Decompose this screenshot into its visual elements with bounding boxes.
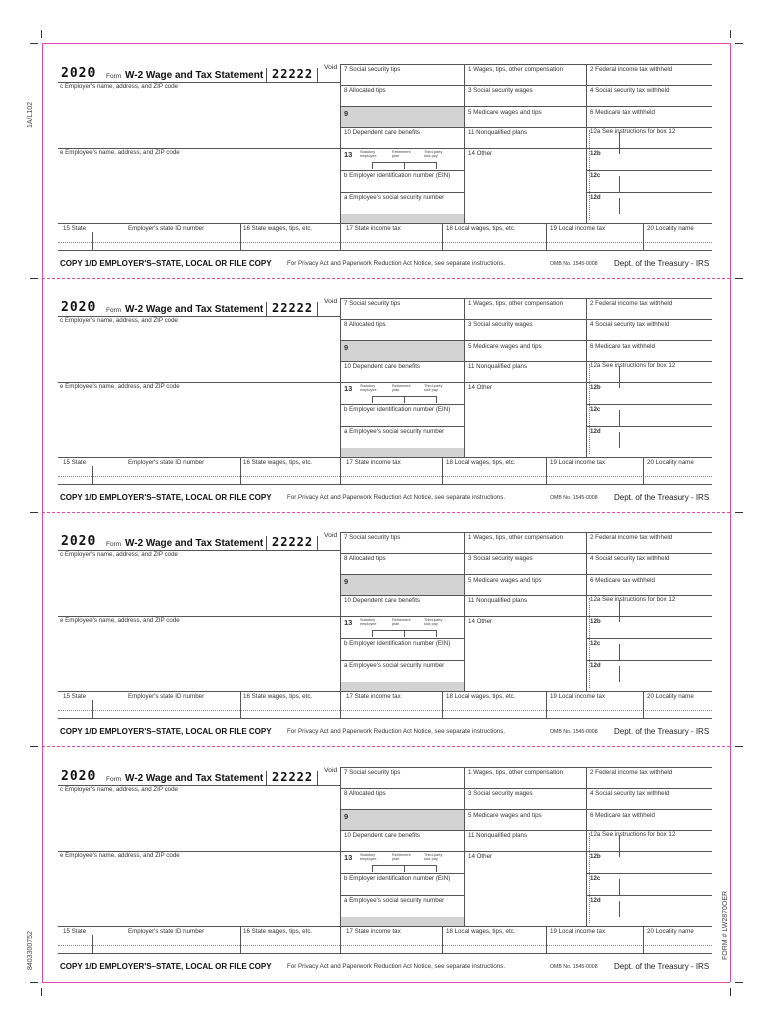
box15-id-label: Employer's state ID number	[128, 225, 205, 232]
box12d-label: 12d	[590, 897, 601, 904]
box15-id-label: Employer's state ID number	[128, 693, 205, 700]
box-c-label: c Employer's name, address, and ZIP code	[60, 786, 179, 793]
form-title: W-2 Wage and Tax Statement	[125, 70, 264, 81]
dept-treasury: Dept. of the Treasury - IRS	[614, 493, 710, 502]
box15-id-label: Employer's state ID number	[128, 928, 205, 935]
box12c-label: 12c	[590, 172, 601, 179]
box11-label: 11 Nonqualified plans	[468, 832, 528, 839]
right-border	[730, 43, 731, 982]
box4-label: 4 Social security tax withheld	[590, 790, 670, 797]
form-title: W-2 Wage and Tax Statement	[125, 773, 264, 784]
box3-label: 3 Social security wages	[468, 321, 533, 328]
box-e-label: e Employee's name, address, and ZIP code	[60, 852, 180, 859]
form-title: W-2 Wage and Tax Statement	[125, 304, 264, 315]
box13-retirement-label: Retirement plan	[392, 150, 411, 158]
form-code: 22222	[272, 301, 314, 315]
privacy-notice: For Privacy Act and Paperwork Reduction Act Notice, see separate instructions.	[287, 963, 506, 970]
form-title: W-2 Wage and Tax Statement	[125, 538, 264, 549]
box12a-label: 12a See instructions for box 12	[590, 128, 676, 135]
box14-label: 14 Other	[468, 384, 493, 391]
shaded-strip	[341, 917, 464, 926]
box13-retirement-label: Retirement plan	[392, 618, 411, 626]
box-e-label: e Employee's name, address, and ZIP code	[60, 617, 180, 624]
box13-statutory-label: Statutory employee	[360, 384, 377, 392]
box15-id-label: Employer's state ID number	[128, 459, 205, 466]
box3-label: 3 Social security wages	[468, 790, 533, 797]
box13-statutory-label: Statutory employee	[360, 853, 377, 861]
box13-label: 13	[344, 150, 353, 159]
box6-label: 6 Medicare tax withheld	[590, 812, 656, 819]
box15-label: 15 State	[63, 928, 87, 935]
omb-number: OMB No. 1545-0008	[550, 261, 598, 267]
form-label: Form	[106, 307, 122, 314]
box1-label: 1 Wages, tips, other compensation	[468, 534, 564, 541]
box5-label: 5 Medicare wages and tips	[468, 109, 542, 116]
box17-label: 17 State income tax	[346, 928, 401, 935]
box-a-label: a Employee's social security number	[344, 662, 445, 669]
box-c-label: c Employer's name, address, and ZIP code	[60, 551, 179, 558]
box12a-label: 12a See instructions for box 12	[590, 362, 676, 369]
box19-label: 19 Local income tax	[550, 459, 606, 466]
side-code-bottom-right: FORM # LW2870OER	[722, 890, 729, 960]
tax-year: 2020	[61, 66, 97, 81]
box2-label: 2 Federal income tax withheld	[590, 300, 673, 307]
top-border	[42, 43, 730, 44]
box20-label: 20 Locality name	[647, 693, 694, 700]
box12a-label: 12a See instructions for box 12	[590, 831, 676, 838]
box12d-label: 12d	[590, 194, 601, 201]
box12c-label: 12c	[590, 875, 601, 882]
w2-form-copy	[58, 767, 712, 977]
crop-mark	[735, 982, 743, 983]
box2-label: 2 Federal income tax withheld	[590, 66, 673, 73]
box18-label: 18 Local wages, tips, etc.	[446, 928, 516, 935]
tax-year: 2020	[61, 300, 97, 315]
box15-label: 15 State	[63, 459, 87, 466]
copy-label: COPY 1/D EMPLOYER'S–STATE, LOCAL OR FILE COPY	[60, 727, 272, 736]
box13-label: 13	[344, 853, 353, 862]
box19-label: 19 Local income tax	[550, 928, 606, 935]
box5-label: 5 Medicare wages and tips	[468, 577, 542, 584]
crop-mark	[41, 30, 42, 38]
box4-label: 4 Social security tax withheld	[590, 321, 670, 328]
box11-label: 11 Nonqualified plans	[468, 129, 528, 136]
box4-label: 4 Social security tax withheld	[590, 555, 670, 562]
privacy-notice: For Privacy Act and Paperwork Reduction Act Notice, see separate instructions.	[287, 260, 506, 267]
box-a-label: a Employee's social security number	[344, 897, 445, 904]
form-code: 22222	[272, 535, 314, 549]
box14-label: 14 Other	[468, 618, 493, 625]
box12b-label: 12b	[590, 384, 601, 391]
box17-label: 17 State income tax	[346, 693, 401, 700]
box12a-label: 12a See instructions for box 12	[590, 596, 676, 603]
box14-label: 14 Other	[468, 150, 493, 157]
box13-statutory-label: Statutory employee	[360, 618, 377, 626]
box19-label: 19 Local income tax	[550, 693, 606, 700]
shaded-strip	[341, 448, 464, 457]
box11-label: 11 Nonqualified plans	[468, 363, 528, 370]
box9-shaded	[341, 341, 464, 361]
box5-label: 5 Medicare wages and tips	[468, 343, 542, 350]
box-b-label: b Employer identification number (EIN)	[344, 640, 451, 647]
box15-label: 15 State	[63, 225, 87, 232]
crop-mark	[735, 746, 743, 747]
w2-form-copy	[58, 298, 712, 508]
side-code-bottom-left: 8403300752	[27, 931, 34, 970]
omb-number: OMB No. 1545-0008	[550, 729, 598, 735]
box17-label: 17 State income tax	[346, 225, 401, 232]
box6-label: 6 Medicare tax withheld	[590, 343, 656, 350]
box-b-label: b Employer identification number (EIN)	[344, 875, 451, 882]
omb-number: OMB No. 1545-0008	[550, 964, 598, 970]
crop-mark	[41, 988, 42, 996]
shaded-strip	[341, 682, 464, 691]
box2-label: 2 Federal income tax withheld	[590, 769, 673, 776]
dept-treasury: Dept. of the Treasury - IRS	[614, 962, 710, 971]
box-e-label: e Employee's name, address, and ZIP code	[60, 383, 180, 390]
box10-label: 10 Dependent care benefits	[344, 363, 421, 370]
box20-label: 20 Locality name	[647, 928, 694, 935]
w2-form-copy	[58, 64, 712, 274]
box12b-label: 12b	[590, 150, 601, 157]
box17-label: 17 State income tax	[346, 459, 401, 466]
box8-label: 8 Allocated tips	[344, 87, 386, 94]
box-b-label: b Employer identification number (EIN)	[344, 406, 451, 413]
box13-thirdparty-label: Third-party sick pay	[424, 150, 443, 158]
box19-label: 19 Local income tax	[550, 225, 606, 232]
form-code: 22222	[272, 770, 314, 784]
box8-label: 8 Allocated tips	[344, 790, 386, 797]
box13-retirement-label: Retirement plan	[392, 384, 411, 392]
box6-label: 6 Medicare tax withheld	[590, 577, 656, 584]
w2-form-copy	[58, 532, 712, 742]
box1-label: 1 Wages, tips, other compensation	[468, 300, 564, 307]
box-e-label: e Employee's name, address, and ZIP code	[60, 149, 180, 156]
box-a-label: a Employee's social security number	[344, 428, 445, 435]
box9-shaded	[341, 575, 464, 595]
box-c-label: c Employer's name, address, and ZIP code	[60, 317, 179, 324]
box16-label: 16 State wages, tips, etc.	[243, 459, 313, 466]
box1-label: 1 Wages, tips, other compensation	[468, 66, 564, 73]
crop-mark	[30, 746, 38, 747]
box16-label: 16 State wages, tips, etc.	[243, 928, 313, 935]
perforation-1	[42, 278, 730, 279]
box13-thirdparty-label: Third-party sick pay	[424, 853, 443, 861]
box9-label: 9	[344, 343, 349, 352]
box18-label: 18 Local wages, tips, etc.	[446, 693, 516, 700]
bottom-border	[42, 982, 730, 983]
copy-label: COPY 1/D EMPLOYER'S–STATE, LOCAL OR FILE COPY	[60, 493, 272, 502]
side-code-top-left: 1A/L102	[27, 101, 34, 128]
box13-label: 13	[344, 618, 353, 627]
dept-treasury: Dept. of the Treasury - IRS	[614, 727, 710, 736]
box18-label: 18 Local wages, tips, etc.	[446, 459, 516, 466]
void-label: Void	[324, 767, 338, 774]
crop-mark	[730, 30, 731, 38]
box12b-label: 12b	[590, 853, 601, 860]
privacy-notice: For Privacy Act and Paperwork Reduction Act Notice, see separate instructions.	[287, 494, 506, 501]
box10-label: 10 Dependent care benefits	[344, 832, 421, 839]
box-b-label: b Employer identification number (EIN)	[344, 172, 451, 179]
tax-year: 2020	[61, 769, 97, 784]
box1-label: 1 Wages, tips, other compensation	[468, 769, 564, 776]
box13-retirement-label: Retirement plan	[392, 853, 411, 861]
omb-number: OMB No. 1545-0008	[550, 495, 598, 501]
box12c-label: 12c	[590, 640, 601, 647]
box10-label: 10 Dependent care benefits	[344, 597, 421, 604]
box7-label: 7 Social security tips	[344, 534, 401, 541]
crop-mark	[30, 278, 38, 279]
box9-label: 9	[344, 577, 349, 586]
box15-label: 15 State	[63, 693, 87, 700]
form-code: 22222	[272, 67, 314, 81]
box18-label: 18 Local wages, tips, etc.	[446, 225, 516, 232]
box-c-label: c Employer's name, address, and ZIP code	[60, 83, 179, 90]
crop-mark	[735, 512, 743, 513]
box13-thirdparty-label: Third-party sick pay	[424, 618, 443, 626]
box9-label: 9	[344, 109, 349, 118]
perforation-3	[42, 746, 730, 747]
form-label: Form	[106, 776, 122, 783]
box10-label: 10 Dependent care benefits	[344, 129, 421, 136]
box20-label: 20 Locality name	[647, 459, 694, 466]
copy-label: COPY 1/D EMPLOYER'S–STATE, LOCAL OR FILE COPY	[60, 259, 272, 268]
crop-mark	[730, 988, 731, 996]
crop-mark	[30, 43, 38, 44]
crop-mark	[30, 512, 38, 513]
box11-label: 11 Nonqualified plans	[468, 597, 528, 604]
box12c-label: 12c	[590, 406, 601, 413]
box6-label: 6 Medicare tax withheld	[590, 109, 656, 116]
copy-label: COPY 1/D EMPLOYER'S–STATE, LOCAL OR FILE COPY	[60, 962, 272, 971]
box8-label: 8 Allocated tips	[344, 321, 386, 328]
crop-mark	[735, 43, 743, 44]
box-a-label: a Employee's social security number	[344, 194, 445, 201]
box7-label: 7 Social security tips	[344, 66, 401, 73]
box20-label: 20 Locality name	[647, 225, 694, 232]
box9-label: 9	[344, 812, 349, 821]
box14-label: 14 Other	[468, 853, 493, 860]
box9-shaded	[341, 810, 464, 830]
crop-mark	[30, 982, 38, 983]
box7-label: 7 Social security tips	[344, 769, 401, 776]
box13-thirdparty-label: Third-party sick pay	[424, 384, 443, 392]
shaded-strip	[341, 214, 464, 223]
box8-label: 8 Allocated tips	[344, 555, 386, 562]
box12d-label: 12d	[590, 662, 601, 669]
box12b-label: 12b	[590, 618, 601, 625]
form-label: Form	[106, 73, 122, 80]
box2-label: 2 Federal income tax withheld	[590, 534, 673, 541]
tax-year: 2020	[61, 534, 97, 549]
box4-label: 4 Social security tax withheld	[590, 87, 670, 94]
box16-label: 16 State wages, tips, etc.	[243, 693, 313, 700]
void-label: Void	[324, 532, 338, 539]
box3-label: 3 Social security wages	[468, 87, 533, 94]
dept-treasury: Dept. of the Treasury - IRS	[614, 259, 710, 268]
box3-label: 3 Social security wages	[468, 555, 533, 562]
crop-mark	[735, 278, 743, 279]
box13-label: 13	[344, 384, 353, 393]
box16-label: 16 State wages, tips, etc.	[243, 225, 313, 232]
box5-label: 5 Medicare wages and tips	[468, 812, 542, 819]
box12d-label: 12d	[590, 428, 601, 435]
privacy-notice: For Privacy Act and Paperwork Reduction Act Notice, see separate instructions.	[287, 728, 506, 735]
void-label: Void	[324, 298, 338, 305]
void-label: Void	[324, 64, 338, 71]
box13-statutory-label: Statutory employee	[360, 150, 377, 158]
form-label: Form	[106, 541, 122, 548]
box7-label: 7 Social security tips	[344, 300, 401, 307]
box9-shaded	[341, 107, 464, 127]
perforation-2	[42, 512, 730, 513]
